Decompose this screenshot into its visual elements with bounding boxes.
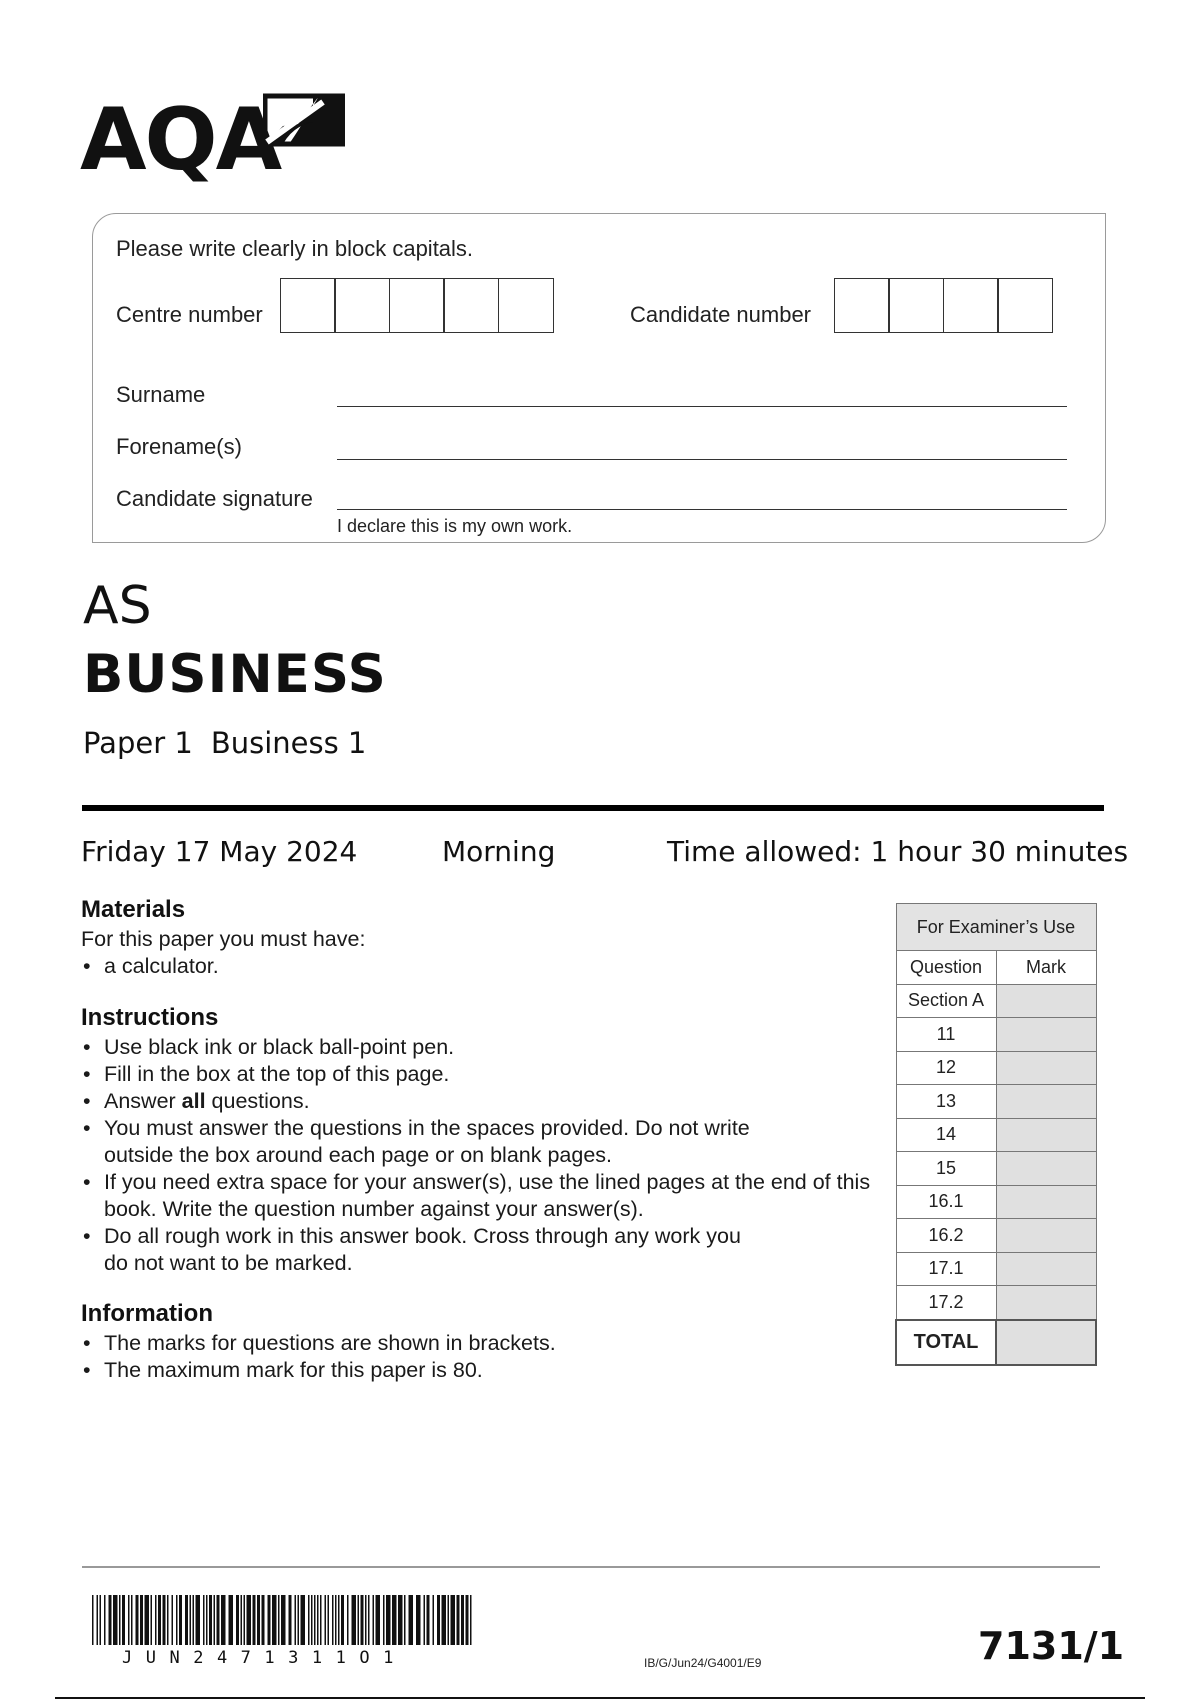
- barcode-bar: [176, 1595, 178, 1645]
- barcode-bar: [109, 1595, 112, 1645]
- barcode-bar: [301, 1595, 306, 1645]
- mark-cell: [996, 1219, 1096, 1253]
- barcode-bar: [272, 1595, 277, 1645]
- barcode-bar: [427, 1595, 430, 1645]
- barcode-bar: [247, 1595, 252, 1645]
- mark-cell: [996, 1051, 1096, 1085]
- barcode-bar: [335, 1595, 337, 1645]
- paper-title: [83, 726, 366, 760]
- instruction-emphasis: all: [181, 1089, 206, 1113]
- barcode-bar: [244, 1595, 246, 1645]
- surname-label: Surname: [116, 382, 206, 407]
- qualification-level: AS: [83, 576, 152, 636]
- barcode-bar: [383, 1595, 385, 1645]
- question-cell: 15: [896, 1152, 996, 1186]
- centre-digit-box[interactable]: [389, 278, 445, 333]
- paper-number: Paper 1: [83, 726, 193, 760]
- barcode-bar: [122, 1595, 125, 1645]
- barcode-bar: [185, 1595, 188, 1645]
- signature-field[interactable]: [337, 509, 1067, 510]
- exam-session: Morning: [442, 835, 556, 868]
- barcode-bar: [325, 1595, 327, 1645]
- barcode-bar: [179, 1595, 182, 1645]
- centre-digit-box[interactable]: [443, 278, 499, 333]
- mark-cell: [996, 1018, 1096, 1052]
- centre-digit-box[interactable]: [334, 278, 390, 333]
- subject-title: BUSINESS: [83, 644, 387, 705]
- barcode-bar: [281, 1595, 286, 1645]
- barcode-bar: [404, 1595, 406, 1645]
- barcode-bar: [278, 1595, 280, 1645]
- materials-intro: For this paper you must have:: [81, 927, 366, 951]
- barcode-bar: [409, 1595, 414, 1645]
- information-heading: Information: [81, 1300, 213, 1327]
- barcode-bar: [196, 1595, 201, 1645]
- barcode-bar: [451, 1595, 456, 1645]
- barcode-bar: [253, 1595, 256, 1645]
- barcode-bar: [221, 1595, 226, 1645]
- barcode-bar: [373, 1595, 375, 1645]
- centre-digit-box[interactable]: [280, 278, 336, 333]
- barcode-bar: [236, 1595, 239, 1645]
- question-cell: 13: [896, 1085, 996, 1119]
- signature-label: Candidate signature: [116, 486, 313, 511]
- paper-name: Business 1: [210, 726, 367, 760]
- reference-code: IB/G/Jun24/G4001/E9: [644, 1656, 762, 1670]
- barcode-bar: [461, 1595, 464, 1645]
- candidate-digit-box[interactable]: [834, 278, 890, 333]
- barcode-bar: [214, 1595, 216, 1645]
- barcode-bar: [190, 1595, 192, 1645]
- question-cell: 11: [896, 1018, 996, 1052]
- barcode-bar: [298, 1595, 300, 1645]
- barcode-bar: [100, 1595, 102, 1645]
- question-cell: 12: [896, 1051, 996, 1085]
- barcode-bar: [368, 1595, 370, 1645]
- barcode-bar: [119, 1595, 121, 1645]
- barcode-bar: [92, 1595, 94, 1645]
- logo-text: AQA: [80, 90, 281, 190]
- instruction-item: [81, 1088, 871, 1115]
- barcode-bar: [442, 1595, 447, 1645]
- barcode-bar: [424, 1595, 426, 1645]
- mark-cell: [996, 1185, 1096, 1219]
- declaration-text: I declare this is my own work.: [337, 516, 573, 536]
- instruction-item: • Fill in the box at the top of this page.: [81, 1061, 871, 1088]
- barcode-bar: [257, 1595, 260, 1645]
- materials-heading: Materials: [81, 896, 186, 923]
- barcode-bar: [241, 1595, 243, 1645]
- examiner-table-title: For Examiner’s Use: [896, 904, 1096, 951]
- barcode-bar: [163, 1595, 166, 1645]
- exam-date: Friday 17 May 2024: [81, 835, 358, 868]
- mark-cell: [996, 1252, 1096, 1286]
- barcode-bar: [437, 1595, 440, 1645]
- candidate-digit-box[interactable]: [997, 278, 1053, 333]
- mark-cell: [996, 1152, 1096, 1186]
- barcode-bar: [320, 1595, 322, 1645]
- barcode-bar: [203, 1595, 205, 1645]
- paper-code: 7131/1: [978, 1624, 1125, 1668]
- barcode-bar: [332, 1595, 334, 1645]
- mark-cell: [996, 1085, 1096, 1119]
- barcode-bar: [317, 1595, 319, 1645]
- barcode-bar: [311, 1595, 313, 1645]
- barcode-bar: [398, 1595, 403, 1645]
- instruction-item: • Use black ink or black ball-point pen.: [81, 1034, 871, 1061]
- logo-leaf-icon: [263, 92, 345, 152]
- information-item: • The maximum mark for this paper is 80.: [81, 1357, 871, 1384]
- barcode-bar: [433, 1595, 435, 1645]
- surname-field[interactable]: [337, 406, 1067, 407]
- candidate-number-label: Candidate number: [630, 302, 812, 327]
- barcode-bar: [386, 1595, 391, 1645]
- barcode-bar: [131, 1595, 133, 1645]
- barcode: [92, 1595, 474, 1653]
- aqa-logo: [80, 92, 345, 188]
- information-item: • The marks for questions are shown in brackets.: [81, 1330, 871, 1357]
- centre-digit-box[interactable]: [498, 278, 554, 333]
- barcode-bar: [140, 1595, 143, 1645]
- mark-cell: [996, 1286, 1096, 1320]
- barcode-bar: [268, 1595, 271, 1645]
- divider-rule: [82, 805, 1104, 811]
- question-cell: 14: [896, 1118, 996, 1152]
- total-mark-cell: [996, 1320, 1096, 1365]
- barcode-bar: [104, 1595, 106, 1645]
- forenames-field[interactable]: [337, 459, 1067, 460]
- barcode-bar: [314, 1595, 316, 1645]
- barcode-bar: [466, 1595, 469, 1645]
- barcode-bar: [338, 1595, 340, 1645]
- barcode-bar: [308, 1595, 310, 1645]
- barcode-bar: [128, 1595, 130, 1645]
- barcode-bar: [392, 1595, 397, 1645]
- information-section: [81, 1300, 871, 1384]
- instruction-text: Answer: [104, 1089, 182, 1113]
- barcode-bar: [113, 1595, 118, 1645]
- barcode-bar: [448, 1595, 450, 1645]
- barcode-bar: [167, 1595, 169, 1645]
- barcode-bar: [136, 1595, 139, 1645]
- barcode-bar: [416, 1595, 421, 1645]
- centre-number-label: Centre number: [116, 302, 263, 327]
- barcode-bar: [341, 1595, 344, 1645]
- barcode-bar: [361, 1595, 364, 1645]
- page-bottom-edge: [55, 1697, 1145, 1699]
- centre-number-boxes[interactable]: [281, 278, 554, 333]
- barcode-bar: [193, 1595, 195, 1645]
- block-capitals-instruction: Please write clearly in block capitals.: [116, 236, 474, 261]
- question-column-header: Question: [896, 951, 996, 985]
- total-label: TOTAL: [896, 1320, 996, 1365]
- instruction-item: • Do all rough work in this answer book. Cross through any work you do not want to be marked.: [81, 1223, 764, 1277]
- barcode-bar: [97, 1595, 99, 1645]
- barcode-bar: [328, 1595, 330, 1645]
- question-cell: 16.2: [896, 1219, 996, 1253]
- instruction-item: • If you need extra space for your answer(s), use the lined pages at the end of this book. Write the question number against your answer(s).: [81, 1169, 884, 1223]
- barcode-bar: [358, 1595, 360, 1645]
- examiner-use-table: [895, 903, 1097, 1366]
- barcode-bar: [145, 1595, 150, 1645]
- candidate-digit-box[interactable]: [888, 278, 944, 333]
- barcode-bar: [206, 1595, 208, 1645]
- question-cell: 16.1: [896, 1185, 996, 1219]
- barcode-bar: [262, 1595, 265, 1645]
- barcode-bar: [155, 1595, 157, 1645]
- candidate-number-boxes[interactable]: [835, 278, 1053, 333]
- barcode-bar: [217, 1595, 220, 1645]
- barcode-bar: [151, 1595, 153, 1645]
- barcode-bar: [457, 1595, 460, 1645]
- candidate-digit-box[interactable]: [943, 278, 999, 333]
- barcode-bar: [470, 1595, 472, 1645]
- materials-item: • a calculator.: [81, 953, 871, 980]
- barcode-bar: [352, 1595, 357, 1645]
- barcode-bar: [158, 1595, 161, 1645]
- mark-column-header: Mark: [996, 951, 1096, 985]
- barcode-bar: [209, 1595, 212, 1645]
- barcode-bar: [295, 1595, 297, 1645]
- barcode-bar: [347, 1595, 349, 1645]
- instructions-section: [81, 1004, 871, 1277]
- question-cell: Section A: [896, 984, 996, 1018]
- mark-cell: [996, 984, 1096, 1018]
- mark-cell: [996, 1118, 1096, 1152]
- barcode-bar: [365, 1595, 367, 1645]
- forenames-label: Forename(s): [116, 434, 242, 459]
- barcode-bar: [229, 1595, 234, 1645]
- question-cell: 17.2: [896, 1286, 996, 1320]
- barcode-text: JUN2471311O1: [122, 1648, 407, 1668]
- barcode-bar: [172, 1595, 174, 1645]
- barcode-bar: [376, 1595, 381, 1645]
- question-cell: 17.1: [896, 1252, 996, 1286]
- materials-section: [81, 896, 871, 980]
- time-allowed: Time allowed: 1 hour 30 minutes: [667, 835, 1129, 868]
- instruction-item: • You must answer the questions in the spaces provided. Do not write outside the box around each page or on blank pages.: [81, 1115, 794, 1169]
- instruction-text: questions.: [205, 1089, 310, 1113]
- footer-rule: [82, 1566, 1100, 1568]
- instructions-heading: Instructions: [81, 1004, 219, 1031]
- barcode-bar: [289, 1595, 292, 1645]
